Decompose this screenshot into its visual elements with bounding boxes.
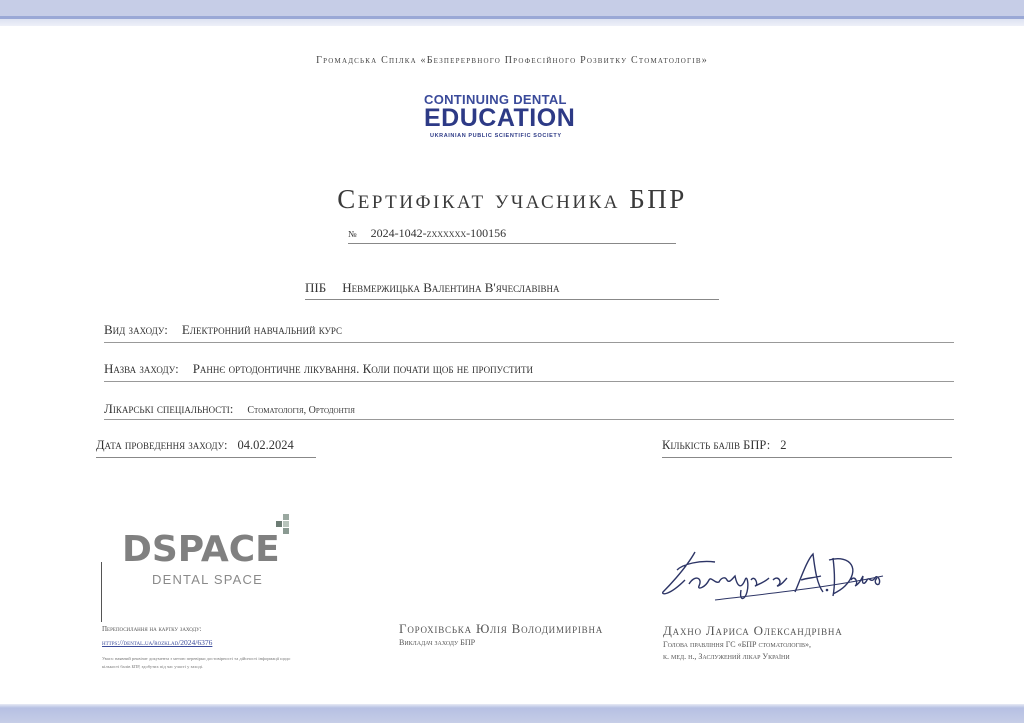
points-line: [662, 438, 952, 458]
certificate-number-line: [348, 226, 676, 244]
participant-line: [305, 280, 719, 300]
specialties-row: [104, 401, 954, 420]
specialties-label: Лікарські спеціальності:: [104, 401, 234, 416]
certificate-title: Сертифікат учасника БПР: [337, 184, 687, 214]
signatory-1-role: Викладач заходу БПР: [399, 638, 476, 647]
signatory-1-name: Горохівська Юлія Володимирівна: [399, 621, 604, 636]
logo-line-3: UKRAINIAN PUBLIC SCIENTIFIC SOCIETY: [430, 133, 562, 139]
event-type-row: [104, 322, 954, 343]
cde-logo: [424, 92, 604, 139]
handwritten-signature: [655, 540, 885, 610]
event-type-label: Вид заходу:: [104, 322, 168, 337]
participant-label: ПІБ: [305, 280, 327, 295]
dspace-logo-text: DSPACE: [122, 529, 280, 570]
dspace-logo-subtitle: DENTAL SPACE: [152, 572, 263, 587]
bottom-border-band: [0, 704, 1024, 723]
event-name-row: [104, 361, 954, 382]
organization-name: Громадська Спілка «Безперервного Професійного Розвитку Стоматологів»: [316, 55, 708, 66]
signatory-2-name: Дахно Лариса Олександрівна: [663, 623, 843, 638]
date-label: Дата проведення заходу:: [96, 438, 228, 452]
event-link[interactable]: https://dental.ua/rozklad/2024/6376: [102, 638, 213, 647]
certificate-number: 2024-1042-zxxxxxx-100156: [370, 226, 507, 240]
participant-name: Невмержицька Валентина В'ячеславівна: [342, 280, 560, 295]
verification-note: Увага: наявний реквізит документа з метою перевірки достовірності та дійсності інформації щодо кількості балів БПР, здобутих під час участі у заході.: [102, 656, 291, 669]
event-name-label: Назва заходу:: [104, 361, 179, 376]
signatory-2: [663, 623, 843, 663]
date-value: 04.02.2024: [237, 438, 294, 452]
logo-line-1: CONTINUING DENTAL: [424, 92, 567, 107]
signatory-2-role-2: к. мед. н., Заслужений лікар України: [663, 652, 790, 661]
logo-line-2: EDUCATION: [424, 104, 576, 132]
date-line: [96, 438, 316, 458]
specialties-value: Стоматологія, Ортодонтія: [247, 405, 355, 416]
points-value: 2: [780, 438, 787, 452]
event-name-value: Раннє ортодонтичне лікування. Коли почати щоб не пропустити: [192, 361, 534, 376]
number-sign: №: [348, 229, 357, 239]
signatory-1: [399, 621, 603, 649]
top-border-band: [0, 0, 1024, 26]
points-label: Кількість балів БПР:: [662, 438, 771, 452]
event-link-label: Перепосилання на картку заходу:: [102, 625, 202, 633]
event-type-value: Електронний навчальний курс: [181, 322, 343, 337]
signatory-2-role-1: Голова правління ГС «БПР стоматологів»,: [663, 640, 811, 649]
divider-bar: [101, 562, 102, 622]
dspace-logo: [122, 529, 280, 587]
